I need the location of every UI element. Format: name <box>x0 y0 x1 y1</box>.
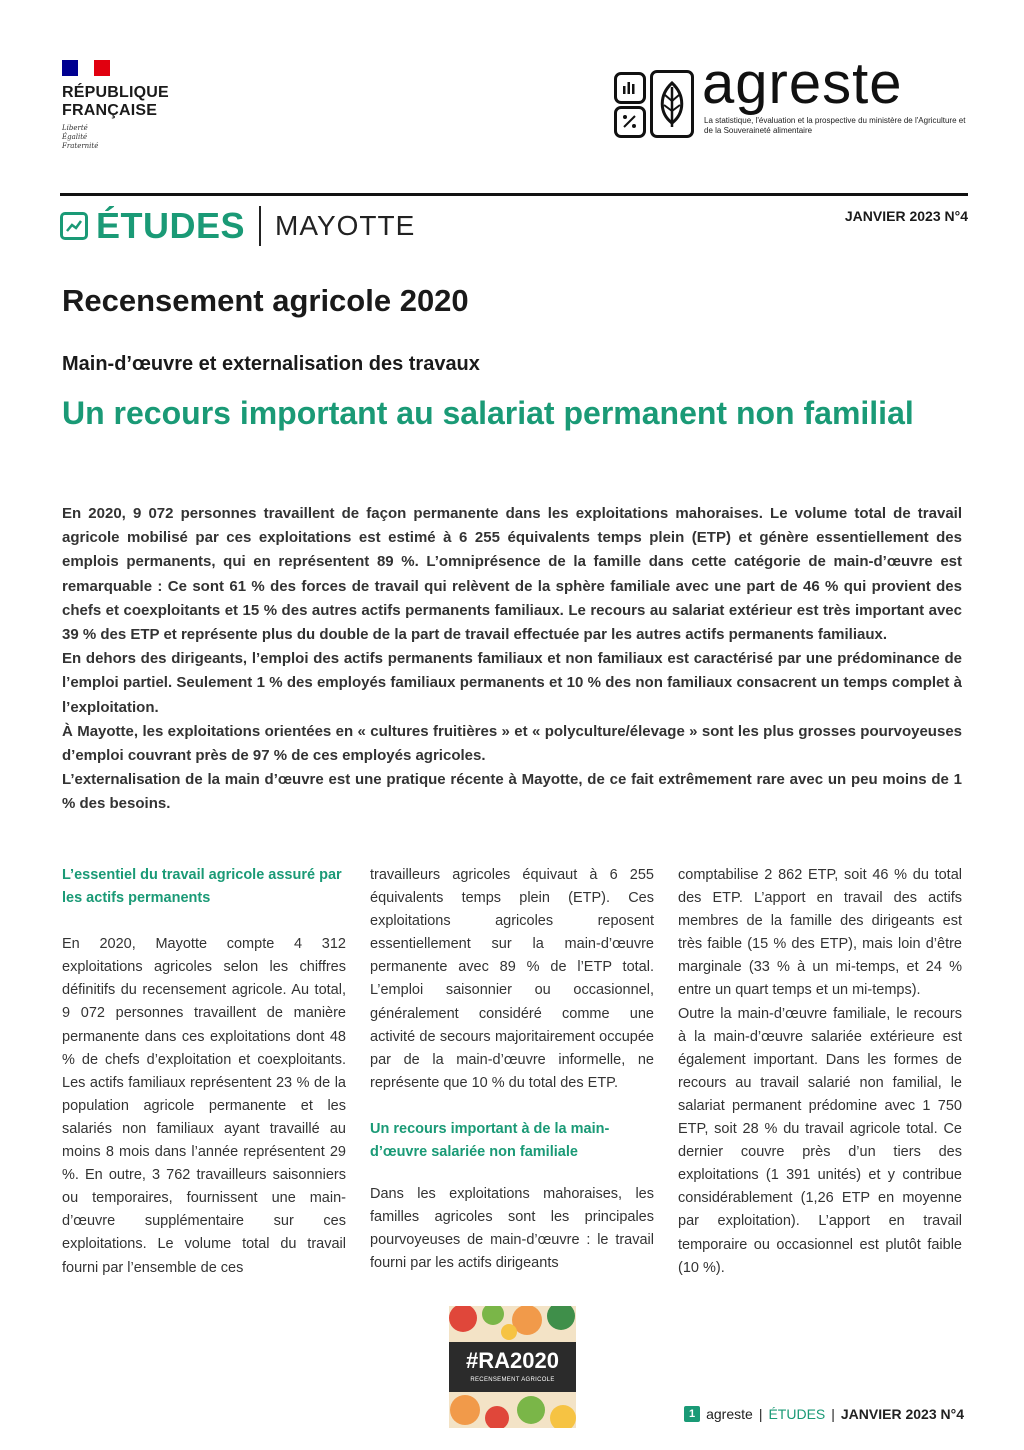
region-label: MAYOTTE <box>275 210 416 241</box>
french-flag-icon <box>62 60 110 76</box>
intro-paragraph: En 2020, 9 072 personnes travaillent de façon permanente dans les exploitations mahoraises. Le volume total de travail agricole mobilisé par ces exploitations est estimé à 6 255 équivalents temps plein (ETP) et génère essentiellement des emplois permanents, qui en représentent 89 %. L’omniprésence de la famille dans cette catégorie de main-d’œuvre est remarquable : Ce sont 61 % des forces de travail qui relèvent de la sphère familiale avec une part de 46 % qui provient des chefs et coexploitants et 15 % des autres actifs permanents familiaux. Le recours au salariat extérieur est très important avec 39 % des ETP et représente plus du double de la part de travail effectuée par les autres actifs permanents familiaux. <box>62 505 962 644</box>
footer-series: ÉTUDES <box>768 1406 826 1422</box>
republique-line1: RÉPUBLIQUE <box>62 84 169 101</box>
ra2020-badge <box>449 1306 576 1428</box>
republique-francaise-logo <box>62 60 202 151</box>
footer-separator: | <box>758 1406 763 1422</box>
motto <box>62 124 202 151</box>
header-rule <box>60 193 968 196</box>
agreste-wordmark: agreste <box>702 51 903 116</box>
badge-subtitle: RECENSEMENT AGRICOLE <box>470 1377 555 1383</box>
trend-chart-icon <box>60 212 88 240</box>
badge-band <box>449 1342 576 1392</box>
body-paragraph: Dans les exploitations mahoraises, les familles agricoles sont les principales pourvoyeuses de main-d’œuvre : le travail fourni par les actifs dirigeants <box>370 1186 654 1272</box>
footer-brand: agreste <box>706 1406 753 1422</box>
motto-fraternite: Fraternité <box>62 142 99 150</box>
motto-liberte: Liberté <box>62 124 88 132</box>
leaf-icon <box>650 70 694 138</box>
body-paragraph: Outre la main-d’œuvre familiale, le recours à la main-d’œuvre salariée extérieure est également important. Dans les formes de recours au travail salarié non familial, le salariat permanent prédomine avec 1 750 ETP, soit 28 % du travail agricole total. Ce dernier couvre près d’un tiers des exploitations (1 391 unités) et y contribue considérablement (1,26 ETP en moyenne par exploitation). L’apport en travail temporaire ou occasionnel est plutôt faible (10 %). <box>678 1005 962 1276</box>
badge-title: #RA2020 <box>466 1348 559 1373</box>
body-column-2 <box>370 864 654 1276</box>
intro-paragraph: En dehors des dirigeants, l’emploi des actifs permanents familiaux et non familiaux est caractérisé par une prédominance de l’emploi partiel. Seulement 1 % des employés familiaux permanents et 10 % des non familiaux consacrent un temps complet à l’exploitation. <box>62 650 962 716</box>
intro-summary <box>62 502 962 817</box>
page-footer <box>684 1406 964 1422</box>
motto-egalite: Égalité <box>62 133 88 141</box>
page-title: Recensement agricole 2020 <box>62 283 469 318</box>
intro-paragraph: À Mayotte, les exploitations orientées en « cultures fruitières » et « polyculture/élevage » sont les plus grosses pourvoyeuses d’emploi couvrant près de 97 % de ces employés agricoles. <box>62 722 962 765</box>
footer-separator: | <box>831 1406 835 1422</box>
republique-name <box>62 84 202 120</box>
section-heading: L’essentiel du travail agricole assuré par les actifs permanents <box>62 867 342 907</box>
chart-bars-icon <box>614 72 646 104</box>
series-separator <box>259 206 261 246</box>
series-bar <box>60 205 415 247</box>
percent-icon <box>614 106 646 138</box>
body-column-1 <box>62 864 346 1280</box>
series-label: ÉTUDES <box>96 205 246 246</box>
body-paragraph: comptabilise 2 862 ETP, soit 46 % du total des ETP. L’apport en travail des actifs membres de la famille des dirigeants est très faible (15 % des ETP), mais loin d’être marginale (33 % à un mi-temps, et 24 % entre un quart temps et un mi-temps). <box>678 867 962 999</box>
republique-line2: FRANÇAISE <box>62 102 158 119</box>
agreste-logo <box>614 51 974 144</box>
agreste-tagline: La statistique, l'évaluation et la prospective du ministère de l'Agriculture et de la Souveraineté alimentaire <box>704 116 966 135</box>
issue-label: JANVIER 2023 N°4 <box>844 208 968 224</box>
page-subtitle: Main-d’œuvre et externalisation des travaux <box>62 353 480 375</box>
body-paragraph: En 2020, Mayotte compte 4 312 exploitations agricoles selon les chiffres définitifs du recensement agricole. Au total, 9 072 personnes travaillent de manière permanente dans ces exploitations dont 48 % de chefs d’exploitation et coexploitants. Les actifs familiaux représentent 23 % de la population agricole permanente et les salariés non familiaux ayant travaillé au moins 8 mois dans l’année représentent 29 %. En outre, 3 762 travailleurs saisonniers ou temporaires, fournissent une main-d’œuvre supplémentaire sur ces exploitations. Le volume total du travail fourni par l’ensemble de ces <box>62 936 346 1276</box>
page-number: 1 <box>684 1406 700 1422</box>
body-column-3 <box>678 864 962 1280</box>
page-headline: Un recours important au salariat permanent non familial <box>62 395 914 431</box>
section-heading: Un recours important à de la main-d’œuvre salariée non familiale <box>370 1120 610 1161</box>
footer-issue: JANVIER 2023 N°4 <box>840 1406 964 1422</box>
intro-paragraph: L’externalisation de la main d’œuvre est une pratique récente à Mayotte, de ce fait extrêmement rare avec un peu moins de 1 % des besoins. <box>62 771 962 813</box>
body-paragraph: travailleurs agricoles équivaut à 6 255 équivalents temps plein (ETP). Ces exploitations agricoles reposent essentiellement sur la main-d’œuvre permanente avec 89 % de l’ETP total. L’emploi saisonnier ou occasionnel, généralement considéré comme une activité de secours majoritairement occupée par de la main-d’œuvre informelle, ne représente que 10 % du total des ETP. <box>370 867 654 1091</box>
